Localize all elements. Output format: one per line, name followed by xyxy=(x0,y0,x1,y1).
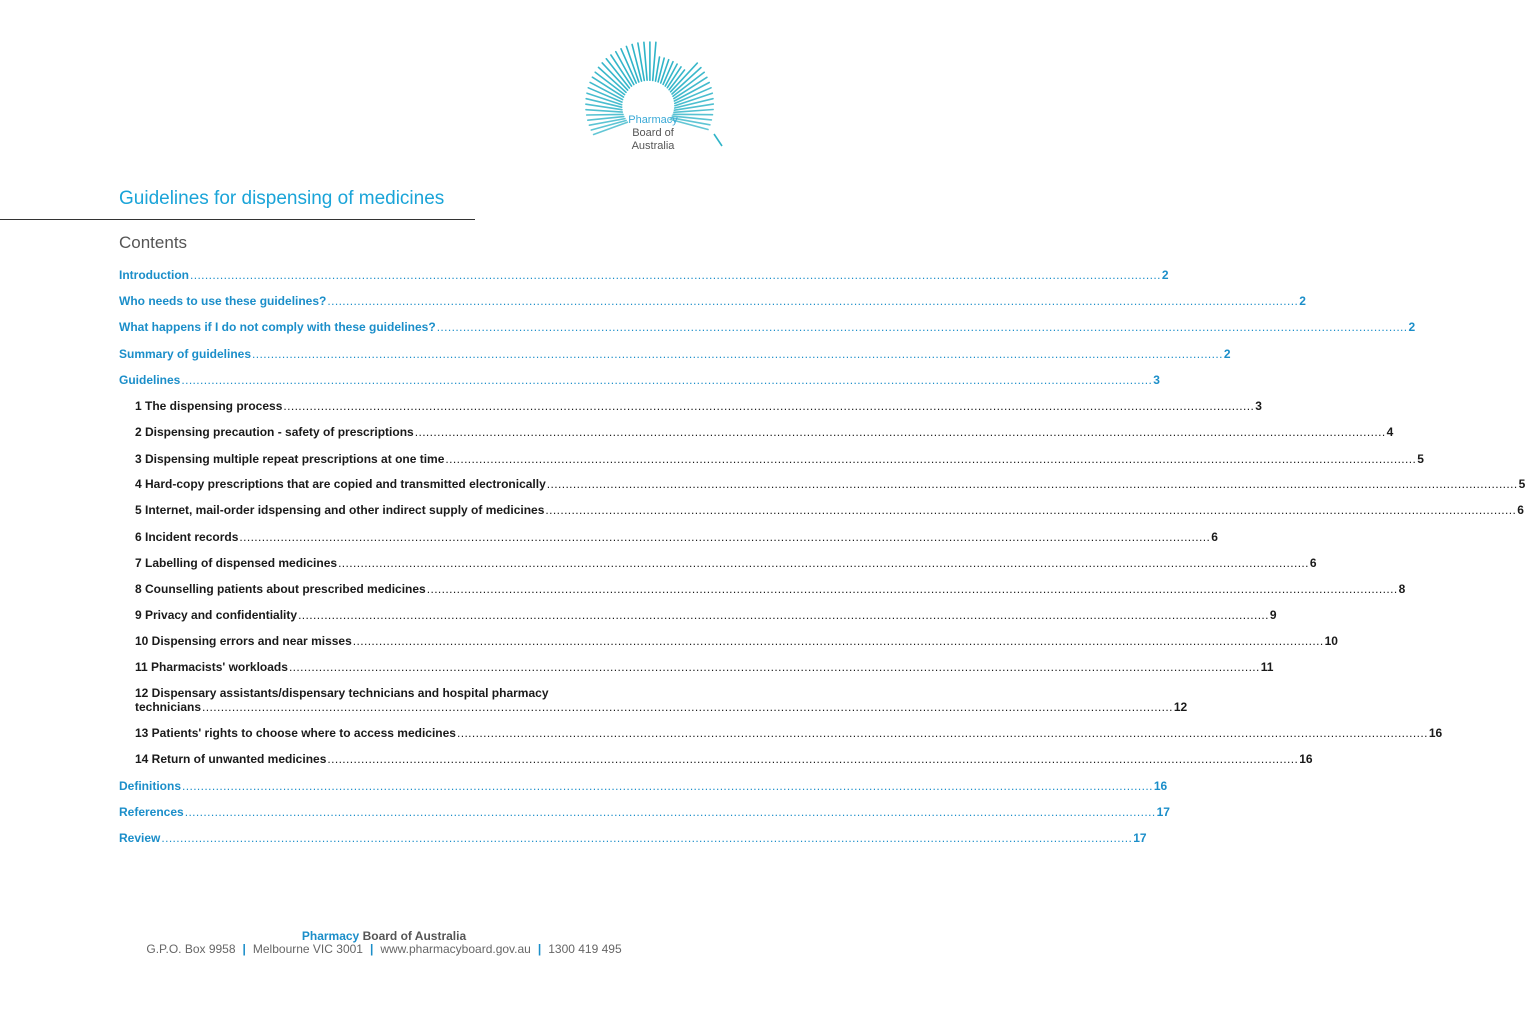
toc-page-number: 6 xyxy=(1211,530,1218,544)
toc-dot-leader: .................................................................................................................................................................................................................................................................... xyxy=(202,700,1173,714)
toc-dot-leader: .................................................................................................................................................................................................................................................................... xyxy=(436,320,1408,334)
toc-dot-leader: .................................................................................................................................................................................................................................................................... xyxy=(414,425,1386,439)
logo-line-1: Pharmacy xyxy=(628,114,678,126)
toc-dot-leader: .................................................................................................................................................................................................................................................................... xyxy=(288,660,1260,674)
toc-entry-title: Review xyxy=(119,831,161,845)
toc-subsection-link[interactable] xyxy=(135,425,1394,439)
footer-brand-accent: Pharmacy xyxy=(301,929,360,943)
toc-dot-leader: .................................................................................................................................................................................................................................................................... xyxy=(182,779,1153,793)
toc-entry-title: Summary of guidelines xyxy=(119,347,252,361)
toc-section-link[interactable] xyxy=(119,831,1147,845)
toc-page-number: 2 xyxy=(1161,268,1169,282)
toc-entry-title: 6 Incident records xyxy=(135,530,239,544)
footer-city: Melbourne VIC 3001 xyxy=(252,942,363,956)
footer-separator: | xyxy=(242,942,246,956)
toc-entry-title: 4 Hard-copy prescriptions that are copied and transmitted electronically xyxy=(135,477,546,491)
toc-section-link[interactable] xyxy=(119,373,1160,387)
toc-page-number: 17 xyxy=(1133,831,1147,845)
toc-section-link[interactable] xyxy=(119,294,1306,308)
toc-entry-title: Introduction xyxy=(119,268,189,282)
footer-separator: | xyxy=(369,942,374,956)
toc-page-number: 2 xyxy=(1223,347,1231,361)
footer-brand xyxy=(0,929,768,943)
toc-dot-leader: .................................................................................................................................................................................................................................................................... xyxy=(352,634,1324,648)
toc-entry-title: What happens if I do not comply with these guidelines? xyxy=(119,320,436,334)
toc-section-link[interactable] xyxy=(119,347,1231,361)
toc-dot-leader: .................................................................................................................................................................................................................................................................... xyxy=(283,399,1255,413)
toc-dot-leader: .................................................................................................................................................................................................................................................................... xyxy=(161,831,1133,845)
toc-entry-title-continued: technicians xyxy=(135,700,202,714)
toc-subsection-link[interactable] xyxy=(135,634,1338,648)
toc-section-link[interactable] xyxy=(119,805,1170,819)
toc-subsection-link[interactable] xyxy=(135,608,1277,622)
toc-entry-title: 12 Dispensary assistants/dispensary technicians and hospital pharmacy xyxy=(135,686,549,700)
toc-page-number: 17 xyxy=(1156,805,1170,819)
toc-dot-leader: .................................................................................................................................................................................................................................................................... xyxy=(445,452,1417,466)
toc-page-number: 8 xyxy=(1398,582,1406,596)
toc-page-number: 16 xyxy=(1428,726,1443,740)
toc-subsection-link[interactable] xyxy=(135,582,1406,596)
toc-subsection-link[interactable] xyxy=(135,686,1188,714)
toc-dot-leader: .................................................................................................................................................................................................................................................................... xyxy=(239,530,1211,544)
toc-page-number: 9 xyxy=(1269,608,1277,622)
footer-phone: 1300 419 495 xyxy=(548,942,622,956)
toc-page-number: 3 xyxy=(1255,399,1262,413)
toc-entry-title: Who needs to use these guidelines? xyxy=(119,294,327,308)
toc-page-number: 11 xyxy=(1260,660,1274,674)
toc-page-number: 5 xyxy=(1417,452,1424,466)
footer-website-link[interactable]: www.pharmacyboard.gov.au xyxy=(380,942,531,956)
toc-subsection-link[interactable] xyxy=(135,503,1524,517)
toc-dot-leader: .................................................................................................................................................................................................................................................................... xyxy=(545,503,1517,517)
toc-dot-leader: .................................................................................................................................................................................................................................................................... xyxy=(338,556,1309,570)
toc-page-number: 16 xyxy=(1153,779,1168,793)
toc-page-number: 6 xyxy=(1309,556,1317,570)
footer-address: G.P.O. Box 9958 xyxy=(146,942,236,956)
toc-entry-title: 1 The dispensing process xyxy=(135,399,283,413)
toc-subsection-link[interactable] xyxy=(135,530,1218,544)
toc-section-link[interactable] xyxy=(119,268,1169,282)
toc-page-number: 10 xyxy=(1324,634,1338,648)
document-title: Guidelines for dispensing of medicines xyxy=(119,188,445,209)
toc-subsection-link[interactable] xyxy=(135,399,1262,413)
toc-section-link[interactable] xyxy=(119,779,1168,793)
toc-entry-title: 7 Labelling of dispensed medicines xyxy=(135,556,338,570)
toc-entry-title: 14 Return of unwanted medicines xyxy=(135,752,327,766)
toc-dot-leader: .................................................................................................................................................................................................................................................................... xyxy=(184,805,1156,819)
toc-entry-title: 2 Dispensing precaution - safety of prescriptions xyxy=(135,425,414,439)
toc-dot-leader: .................................................................................................................................................................................................................................................................... xyxy=(327,752,1299,766)
footer-brand-rest: Board of Australia xyxy=(359,929,467,943)
toc-entry-title: 10 Dispensing errors and near misses xyxy=(135,634,352,648)
toc-page-number: 6 xyxy=(1517,503,1524,517)
toc-entry-title: 13 Patients' rights to choose where to access medicines xyxy=(135,726,456,740)
toc-dot-leader: .................................................................................................................................................................................................................................................................... xyxy=(327,294,1299,308)
toc-page-number: 16 xyxy=(1299,752,1313,766)
toc-dot-leader: .................................................................................................................................................................................................................................................................... xyxy=(298,608,1269,622)
toc-page-number: 2 xyxy=(1299,294,1306,308)
toc-dot-leader: .................................................................................................................................................................................................................................................................... xyxy=(456,726,1428,740)
toc-subsection-link[interactable] xyxy=(135,452,1424,466)
toc-dot-leader: .................................................................................................................................................................................................................................................................... xyxy=(181,373,1153,387)
toc-entry-title: 8 Counselling patients about prescribed medicines xyxy=(135,582,426,596)
footer-contact xyxy=(0,942,768,956)
toc-subsection-link[interactable] xyxy=(135,660,1274,674)
toc-page-number: 12 xyxy=(1173,700,1188,714)
toc-entry-title: 5 Internet, mail-order idspensing and other indirect supply of medicines xyxy=(135,503,545,517)
toc-subsection-link[interactable] xyxy=(135,477,1525,491)
toc-entry-title: Guidelines xyxy=(119,373,181,387)
toc-page-number: 3 xyxy=(1153,373,1160,387)
toc-subsection-link[interactable] xyxy=(135,752,1313,766)
footer-separator: | xyxy=(537,942,542,956)
toc-entry-title: Definitions xyxy=(119,779,181,793)
toc-subsection-link[interactable] xyxy=(135,726,1443,740)
toc-section-link[interactable] xyxy=(119,320,1416,334)
toc-entry-title: References xyxy=(119,805,184,819)
toc-dot-leader: .................................................................................................................................................................................................................................................................... xyxy=(546,477,1518,491)
toc-dot-leader: .................................................................................................................................................................................................................................................................... xyxy=(252,347,1223,361)
toc-dot-leader: .................................................................................................................................................................................................................................................................... xyxy=(189,268,1161,282)
toc-subsection-link[interactable] xyxy=(135,556,1317,570)
toc-page-number: 4 xyxy=(1386,425,1394,439)
toc-page-number: 5 xyxy=(1518,477,1525,491)
toc-page-number: 2 xyxy=(1408,320,1416,334)
logo-line-3: Australia xyxy=(631,140,675,152)
contents-heading: Contents xyxy=(119,233,188,252)
logo-line-2: Board of xyxy=(632,127,674,139)
toc-entry-title: 3 Dispensing multiple repeat prescriptions at one time xyxy=(135,452,445,466)
toc-entry-title: 11 Pharmacists' workloads xyxy=(135,660,288,674)
toc-dot-leader: .................................................................................................................................................................................................................................................................... xyxy=(426,582,1398,596)
toc-entry-title: 9 Privacy and confidentiality xyxy=(135,608,298,622)
